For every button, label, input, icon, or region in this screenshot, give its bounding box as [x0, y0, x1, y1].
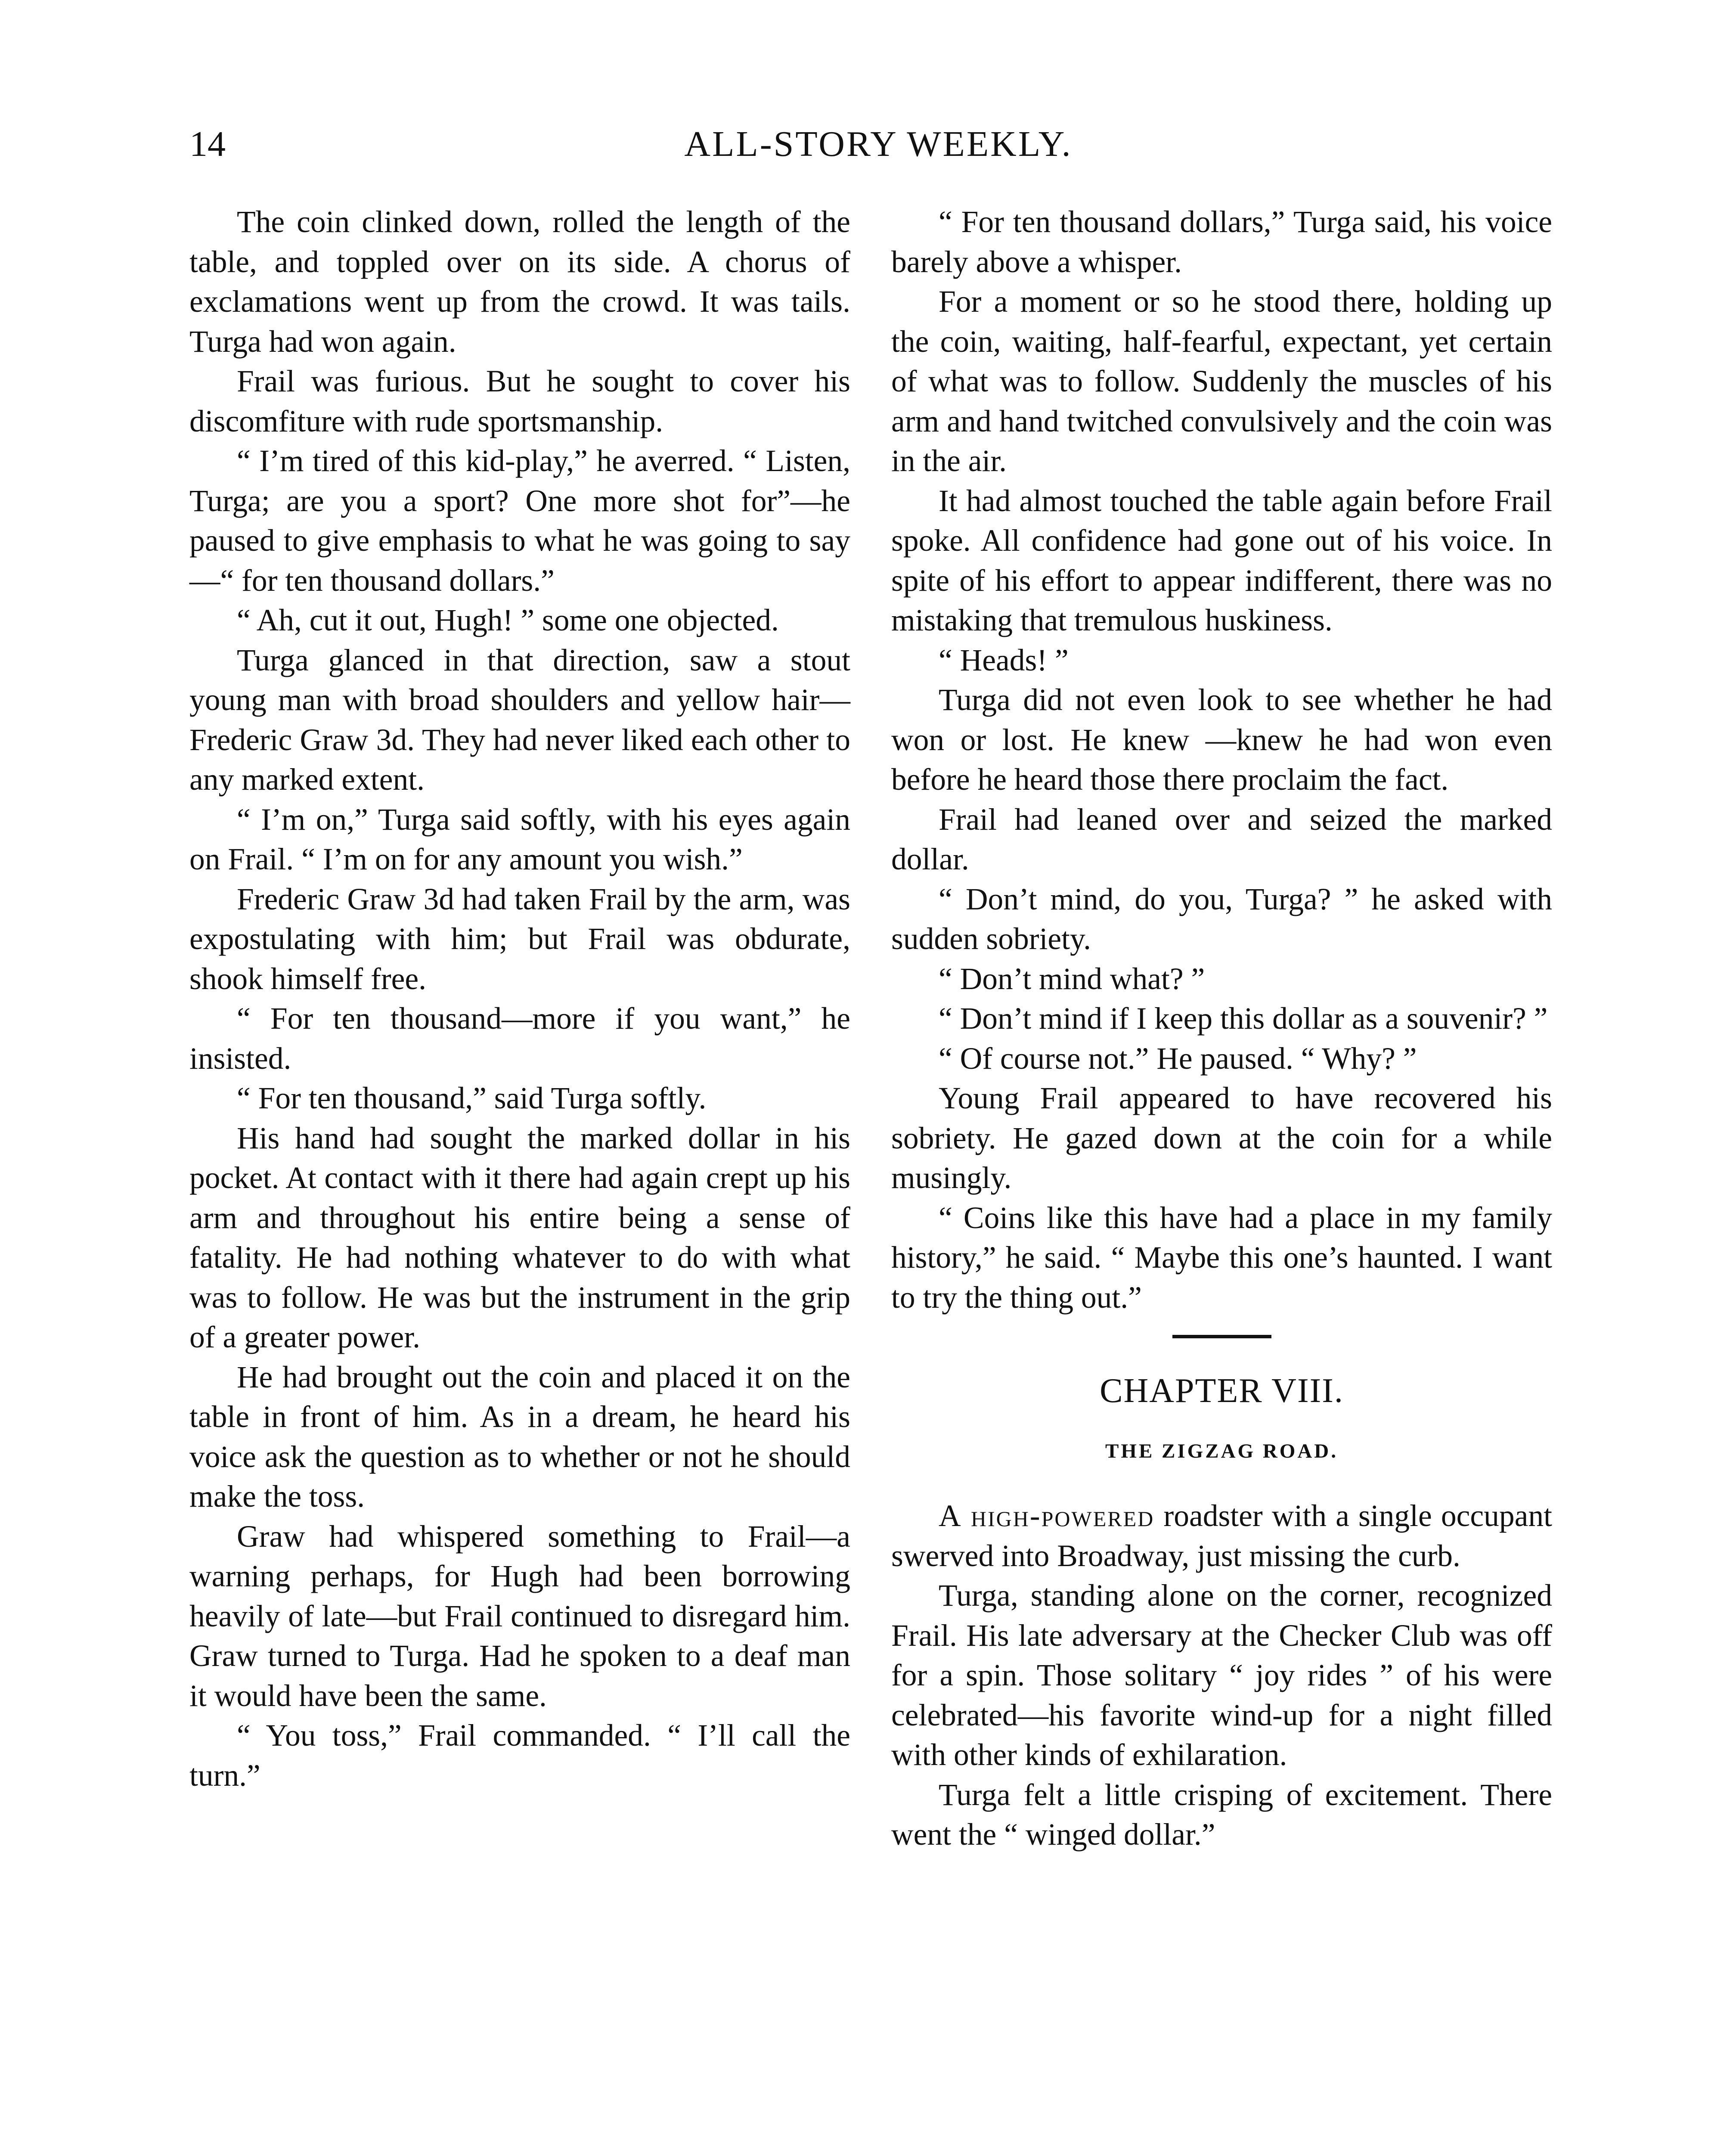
paragraph: For a moment or so he stood there, holding up the coin, waiting, half-fearful, expectant, yet certain of what was to follow. Suddenly the muscles of his arm and hand twitched convulsively and the coin was in the air. — [891, 285, 1552, 478]
paragraph: Graw had whispered something to Frail—a warning perhaps, for Hugh had been borrowing heavily of late—but Frail continued to disregard him. Graw turned to Turga. Had he spoken to a deaf man it would have been the same. — [189, 1519, 850, 1713]
smallcaps-lead: A high-powered — [939, 1499, 1155, 1533]
paragraph: “ For ten thousand—more if you want,” he insisted. — [189, 1002, 850, 1076]
paragraph: “ I’m on,” Turga said softly, with his eyes again on Frail. “ I’m on for any amount you wish.” — [189, 802, 850, 876]
left-column — [189, 202, 850, 1796]
paragraph: He had brought out the coin and placed it on the table in front of him. As in a dream, he heard his voice ask the question as to whether or not he should make the toss. — [189, 1360, 850, 1514]
page-number: 14 — [189, 124, 226, 164]
paragraph: “ Coins like this have had a place in my family history,” he said. “ Maybe this one’s haunted. I want to try the thing out.” — [891, 1201, 1552, 1315]
paragraph: “ Don’t mind, do you, Turga? ” he asked with sudden sobriety. — [891, 882, 1552, 956]
paragraph: Frail had leaned over and seized the marked dollar. — [891, 802, 1552, 876]
paragraph: “ Don’t mind if I keep this dollar as a souvenir? ” — [939, 1002, 1548, 1036]
paragraph: “ For ten thousand,” said Turga softly. — [237, 1081, 707, 1115]
paragraph: “ Heads! ” — [939, 643, 1069, 677]
paragraph: Turga glanced in that direction, saw a stout young man with broad shoulders and yellow hair—Frederic Graw 3d. They had never liked each other to any marked extent. — [189, 643, 850, 797]
chapter-title: CHAPTER VIII. — [1100, 1372, 1344, 1410]
paragraph: His hand had sought the marked dollar in his pocket. At contact with it there had again crept up his arm and throughout his entire being a sense of fatality. He had nothing whatever to do with what was to follow. He was but the instrument in the grip of a greater power. — [189, 1121, 850, 1354]
chapter-opening-paragraph — [891, 1496, 1552, 1576]
paragraph: “ I’m tired of this kid-play,” he averred. “ Listen, Turga; are you a sport? One more shot for”—he paused to give emphasis to what he was going to say—“ for ten thousand dollars.” — [189, 444, 850, 598]
paragraph: “ Of course not.” He paused. “ Why? ” — [939, 1041, 1417, 1076]
running-title: ALL-STORY WEEKLY. — [684, 124, 1073, 164]
section-divider — [1172, 1335, 1271, 1338]
page-header — [189, 123, 1567, 174]
paragraph: “ Ah, cut it out, Hugh! ” some one objected. — [237, 603, 779, 637]
right-column — [891, 202, 1552, 1855]
paragraph: “ Don’t mind what? ” — [939, 962, 1205, 996]
opening-text: roadster with a single occupant swerved into Broadway, just missing the curb. — [891, 1499, 1552, 1573]
paragraph: Frederic Graw 3d had taken Frail by the arm, was expostulating with him; but Frail was obdurate, shook himself free. — [189, 882, 850, 996]
paragraph: It had almost touched the table again before Frail spoke. All confidence had gone out of his voice. In spite of his effort to appear indifferent, there was no mistaking that tremulous huskiness. — [891, 484, 1552, 637]
paragraph: Turga felt a little crisping of excitement. There went the “ winged dollar.” — [891, 1778, 1552, 1852]
paragraph: Turga did not even look to see whether he had won or lost. He knew —knew he had won even before he heard those there proclaim the fact. — [891, 683, 1552, 797]
paragraph: Turga, standing alone on the corner, recognized Frail. His late adversary at the Checker Club was off for a spin. Those solitary “ joy rides ” of his were celebrated—his favorite wind-up for a night filled with other kinds of exhilaration. — [891, 1579, 1552, 1772]
paragraph: The coin clinked down, rolled the length of the table, and toppled over on its side. A chorus of exclamations went up from the crowd. It was tails. Turga had won again. — [189, 205, 850, 359]
paragraph: “ You toss,” Frail commanded. “ I’ll call the turn.” — [189, 1719, 850, 1793]
paragraph: Frail was furious. But he sought to cover his discomfiture with rude sportsmanship. — [189, 364, 850, 438]
paragraph: “ For ten thousand dollars,” Turga said, his voice barely above a whisper. — [891, 205, 1552, 279]
paragraph: Young Frail appeared to have recovered his sobriety. He gazed down at the coin for a while musingly. — [891, 1081, 1552, 1195]
chapter-subtitle: THE ZIGZAG ROAD. — [1105, 1440, 1338, 1462]
